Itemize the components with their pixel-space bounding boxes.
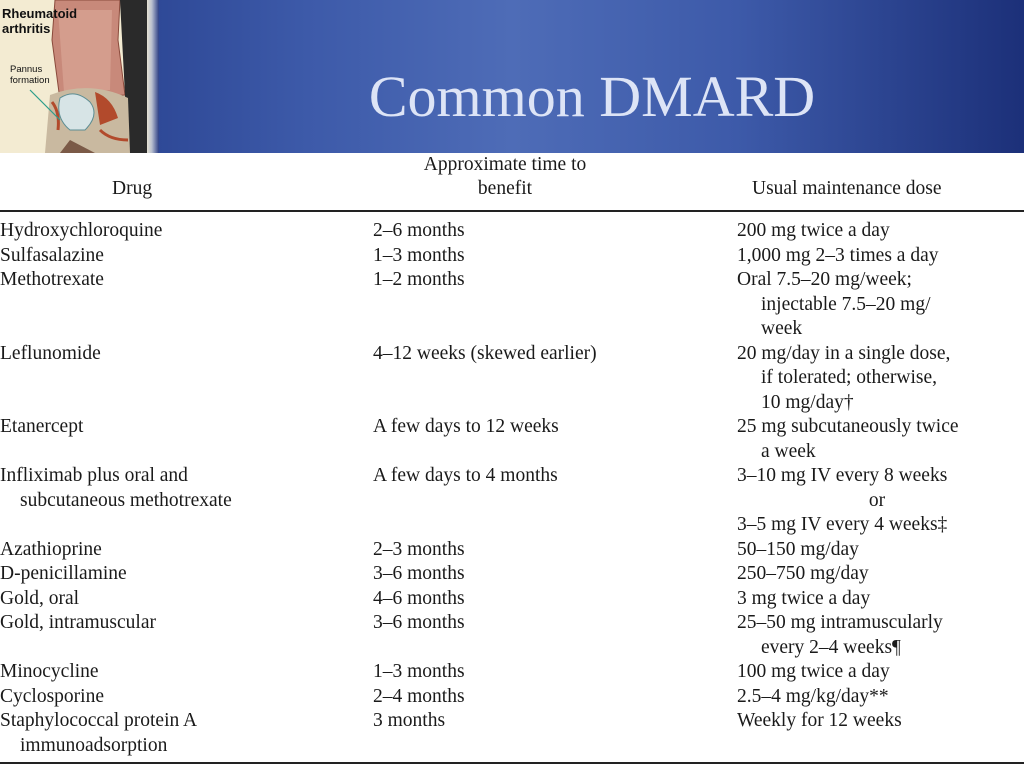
dose-line: Oral 7.5–20 mg/week; [737, 269, 912, 290]
header-time [380, 153, 630, 201]
figure-sub-label-line-1: Pannus [10, 64, 43, 75]
drug-name-line: Methotrexate [0, 269, 104, 290]
drug-name-line: immunoadsorption [20, 734, 168, 756]
time-cell [373, 219, 723, 244]
rheumatoid-arthritis-figure [0, 0, 149, 153]
time-to-benefit: 1–3 months [373, 661, 465, 682]
drug-cell [0, 587, 360, 612]
drug-cell [0, 342, 360, 367]
drug-cell [0, 562, 360, 587]
time-to-benefit: 3 months [373, 710, 446, 731]
dose-cell [737, 562, 1024, 587]
dose-line: 250–750 mg/day [737, 563, 869, 584]
header-time-line-2: benefit [477, 178, 533, 199]
time-to-benefit: 3–6 months [373, 612, 465, 633]
drug-cell [0, 685, 360, 710]
time-to-benefit: 2–4 months [373, 685, 465, 707]
time-cell [373, 538, 723, 563]
dose-cell [737, 685, 1024, 710]
drug-cell [0, 709, 360, 758]
drug-cell [0, 219, 360, 244]
figure-sub-label-line-2: formation [10, 75, 50, 86]
slide-title: Common DMARD [368, 64, 816, 129]
dose-line: 25 mg subcutaneously twice [737, 416, 959, 437]
dose-line: 25–50 mg intramuscularly [737, 612, 943, 633]
dose-line: injectable 7.5–20 mg/ [761, 293, 931, 315]
drug-name-line: Minocycline [0, 661, 99, 682]
slide-header [0, 0, 1024, 153]
figure-title [2, 6, 77, 36]
dose-line: or [868, 489, 886, 511]
drug-cell [0, 611, 360, 636]
dose-cell [737, 709, 1024, 734]
time-cell [373, 587, 723, 612]
dose-cell [737, 660, 1024, 685]
time-cell [373, 464, 723, 489]
time-to-benefit: 1–2 months [373, 269, 465, 290]
time-cell [373, 660, 723, 685]
dose-line: 3 mg twice a day [737, 587, 871, 609]
drug-name-line: Gold, oral [0, 587, 80, 609]
drug-cell [0, 268, 360, 293]
drug-name-line: Etanercept [0, 416, 84, 437]
time-cell [373, 562, 723, 587]
header-drug: Drug [112, 178, 153, 199]
header-time-line-1: Approximate time to [423, 154, 587, 175]
time-cell [373, 709, 723, 734]
drug-name-line: Sulfasalazine [0, 244, 104, 266]
drug-name-line: Gold, intramuscular [0, 612, 156, 633]
dose-line: 20 mg/day in a single dose, [737, 342, 951, 364]
dose-cell [737, 538, 1024, 563]
time-cell [373, 244, 723, 269]
drug-name-line: Cyclosporine [0, 685, 104, 707]
dose-line: a week [761, 440, 816, 462]
time-to-benefit: 2–6 months [373, 220, 465, 241]
dose-line: 200 mg twice a day [737, 220, 890, 241]
dose-cell [737, 587, 1024, 612]
time-to-benefit: 4–6 months [373, 587, 465, 609]
drug-cell [0, 415, 360, 440]
figure-title-line-1: Rheumatoid [2, 6, 78, 21]
drug-name-line: Hydroxychloroquine [0, 220, 163, 241]
dose-cell [737, 268, 1024, 342]
dose-line: 10 mg/day† [761, 391, 854, 413]
drug-cell [0, 660, 360, 685]
dose-cell [737, 464, 1024, 538]
time-to-benefit: 1–3 months [373, 244, 465, 266]
dose-cell [737, 342, 1024, 416]
dose-cell [737, 219, 1024, 244]
dose-line: week [761, 318, 803, 339]
drug-cell [0, 244, 360, 269]
time-cell [373, 685, 723, 710]
dose-line: every 2–4 weeks¶ [761, 636, 901, 658]
dose-line: 50–150 mg/day [737, 538, 859, 560]
time-to-benefit: 3–6 months [373, 563, 465, 584]
time-cell [373, 342, 723, 367]
drug-name-line: Infliximab plus oral and [0, 465, 188, 486]
dose-line: 2.5–4 mg/kg/day** [737, 685, 889, 707]
dose-line: 3–10 mg IV every 8 weeks [737, 465, 948, 486]
time-to-benefit: 2–3 months [373, 538, 465, 560]
drug-name-line: Azathioprine [0, 538, 102, 560]
dose-cell [737, 611, 1024, 660]
drug-cell [0, 538, 360, 563]
figure-sub-label [10, 64, 50, 86]
time-to-benefit: A few days to 12 weeks [373, 416, 559, 437]
drug-name-line: Staphylococcal protein A [0, 710, 198, 731]
drug-cell [0, 464, 360, 513]
time-cell [373, 268, 723, 293]
time-cell [373, 611, 723, 636]
drug-name-line: Leflunomide [0, 342, 101, 364]
drug-name-line: D-penicillamine [0, 563, 127, 584]
dose-line: 1,000 mg 2–3 times a day [737, 244, 939, 266]
dose-cell [737, 244, 1024, 269]
dose-line: if tolerated; otherwise, [761, 367, 937, 388]
time-to-benefit: 4–12 weeks (skewed earlier) [373, 342, 597, 364]
figure-title-line-2: arthritis [2, 21, 51, 36]
time-to-benefit: A few days to 4 months [373, 465, 558, 486]
dose-line: 3–5 mg IV every 4 weeks‡ [737, 514, 948, 535]
bottom-rule [0, 762, 1024, 764]
header-dose: Usual maintenance dose [752, 178, 942, 199]
dose-line: 100 mg twice a day [737, 661, 890, 682]
figure-frame [147, 0, 159, 153]
time-cell [373, 415, 723, 440]
dose-line: Weekly for 12 weeks [737, 710, 902, 731]
dmard-table [0, 153, 1024, 768]
drug-name-line: subcutaneous methotrexate [20, 489, 232, 511]
dose-cell [737, 415, 1024, 464]
header-rule [0, 210, 1024, 212]
